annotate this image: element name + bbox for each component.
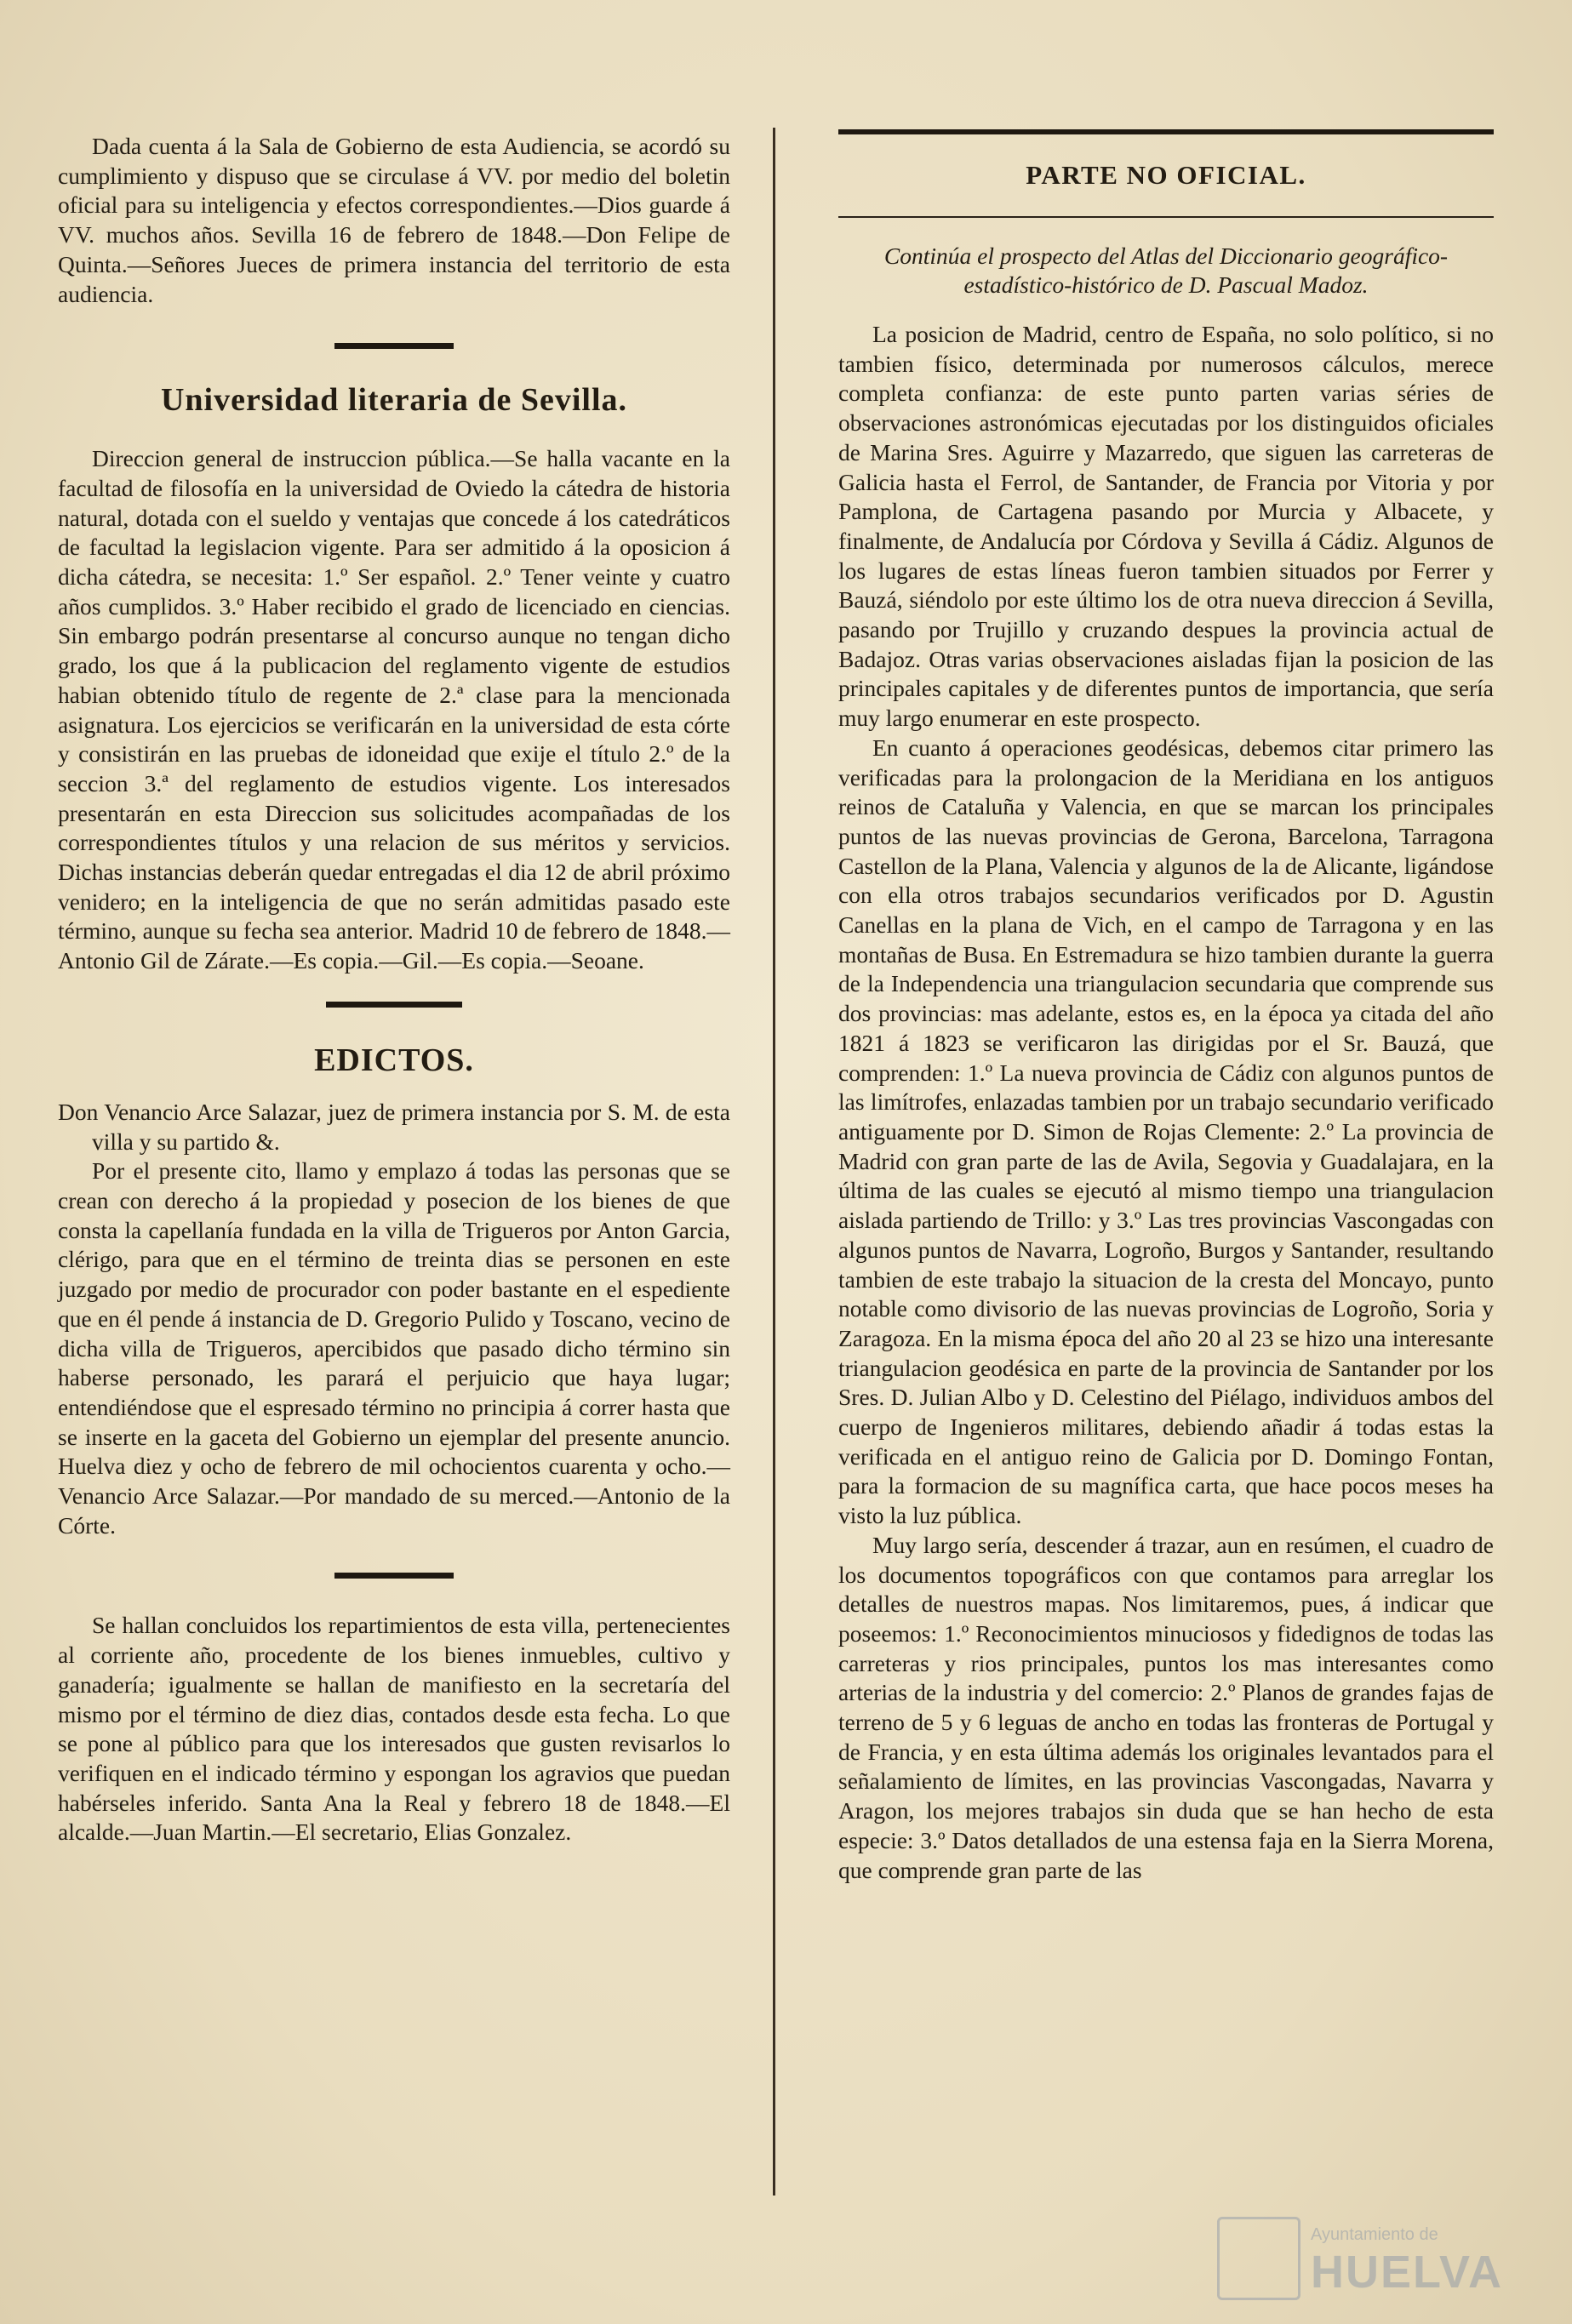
separator-rule — [334, 343, 454, 349]
right-column — [838, 0, 1494, 1885]
watermark-line1: Ayuntamiento de — [1311, 2225, 1438, 2244]
watermark-line2: HUELVA — [1311, 2247, 1503, 2298]
shield-icon — [1217, 2217, 1300, 2300]
edicto-heading-paragraph: Don Venancio Arce Salazar, juez de primera instancia por S. M. de esta villa y su partido &. — [58, 1098, 730, 1155]
universidad-heading: Universidad literaria de Sevilla. — [160, 382, 628, 419]
universidad-paragraph: Direccion general de instruccion pública.—Se halla vacante en la facultad de filosofía en la universidad de Oviedo la cátedra de historia natural, dotada con el sueldo y ventajas que concede á los catedráticos de facultad la legislacion vigente. Para ser admitido á la oposicion á dicha cátedra, se necesita: 1.º Ser español. 2.º Tener veinte y cuatro años cumplidos. 3.º Haber recibido el grado de licenciado en ciencias. Sin embargo podrán presentarse al concurso aunque no tengan dicho grado, los que á la publicacion del reglamento vigente de estudios habian obtenido título de regente de 2.ª clase para la mencionada asignatura. Los ejercicios se verificarán en la universidad de esta córte y consistirán en las pruebas de idoneidad que exije el título 2.º de la seccion 3.ª del reglamento de estudios vigente. Los interesados presentarán en esta Direccion sus solicitudes acompañadas de los correspondientes títulos y una relacion de sus méritos y servicios. Dichas instancias deberán quedar entregadas el dia 12 de abril próximo venidero; en la inteligencia de que no serán admitidas pasado este término, aunque su fecha sea anterior. Madrid 10 de febrero de 1848.—Antonio Gil de Zárate.—Es copia.—Gil.—Es copia.—Seoane. — [58, 445, 730, 974]
huelva-watermark — [1217, 2217, 1506, 2302]
column-divider — [773, 128, 775, 2196]
separator-rule — [334, 1573, 454, 1579]
topograficos-paragraph: Muy largo sería, descender á trazar, aun en resúmen, el cuadro de los documentos topográficos con que contamos para arreglar los detalles de nuestros mapas. Nos limitaremos, pues, á indicar que poseemos: 1.º Reconocimientos minuciosos y fidedignos de todas las carreteras y rios principales, puntos los mas interesantes como arterias de la industria y del comercio: 2.º Planos de grandes fajas de terreno de 5 y 6 leguas de ancho en todas las fronteras de Portugal y de Francia, y en esta última además los originales levantados para el señalamiento de límites, en las provincias Vascongadas, Navarra y Aragon, los mejores trabajos sin duda que se han hecho de esta especie: 3.º Datos detallados de una estensa faja en la Sierra Morena, que comprende gran parte de las — [838, 1531, 1494, 1883]
edictos-heading: EDICTOS. — [314, 1042, 474, 1078]
geodesicas-paragraph: En cuanto á operaciones geodésicas, debemos citar primero las verificadas para la prolongacion de la Meridiana en los antiguos reinos de Cataluña y Valencia, en que se marcan los principales puntos de las nuevas provincias de Gerona, Barcelona, Tarragona Castellon de la Plana, Valencia y algunos de la de Alicante, ligándose con ella otros trabajos secundarios verificados por D. Agustin Canellas en la plana de Vich, en el campo de Tarragona y en las montañas de Busa. En Estremadura se hizo tambien durante la guerra de la Independencia una triangulacion secundaria que comprende sus dos provincias: mas adelante, estos es, en la época ya citada del año 1821 á 1823 se verificaron las dirigidas por el Sr. Bauzá, que comprenden: 1.º La nueva provincia de Cádiz con algunos puntos de las limítrofes, enlazadas tambien por un trabajo secundario verificado antiguamente por D. Simon de Rojas Clemente: 2.º La provincia de Madrid con gran parte de las de Avila, Segovia y Guadalajara, en la última de las cuales se ejecutó al mismo tiempo una triangulacion aislada partiendo de Trillo: y 3.º Las tres provincias Vascongadas con algunos puntos de Navarra, Logroño, Burgos y Santander, resultando tambien de este trabajo la situacion de la cresta del Moncayo, punto notable como divisorio de las nuevas provincias de Logroño, Soria y Zaragoza. En la misma época del año 20 al 23 se hizo una interesante triangulacion geodésica en parte de la provincia de Santander por los Sres. D. Julian Albo y D. Celestino del Piélago, individuos ambos del cuerpo de Ingenieros militares, debiendo añadir á todas estas la verificada en el antiguo reino de Galicia por D. Domingo Fontan, para la formacion de su magnífica carta, que hace pocos meses ha visto la luz pública. — [838, 734, 1494, 1529]
repartimientos-paragraph: Se hallan concluidos los repartimientos de esta villa, pertenecientes al corriente año, procedente de los bienes inmuebles, cultivo y ganadería; igualmente se hallan de manifiesto en la secretaría del mismo por el término de diez dias, contados desde esta fecha. Lo que se pone al público para que los interesados que gusten revisarlos lo verifiquen en el indicado término y espongan los agravios que puedan habérseles inferido. Santa Ana la Real y febrero 18 de 1848.—El alcalde.—Juan Martin.—El secretario, Elias Gonzalez. — [58, 1612, 730, 1846]
atlas-subtitle: Continúa el prospecto del Atlas del Diccionario geográfico-estadístico-histórico de D. Pascual Madoz. — [883, 243, 1449, 298]
separator-rule — [326, 1002, 462, 1008]
edicto-body-paragraph: Por el presente cito, llamo y emplazo á todas las personas que se crean con derecho á la propiedad y posecion de los bienes de que consta la capellanía fundada en la villa de Trigueros por Anton Garcia, clérigo, para que en el término de treinta dias se personen en este juzgado por medio de procurador con poder bastante en el espediente que en él pende á instancia de D. Gregorio Pulido y Toscano, vecino de dicha villa de Trigueros, apercibidos que pasado dicho término sin haberse personado, les parará el perjuicio que haya lugar; entendiéndose que el espresado término no principia á correr hasta que se inserte en la gaceta del Gobierno un ejemplar del presente anuncio. Huelva diez y ocho de febrero de mil ochocientos cuarenta y ocho.—Venancio Arce Salazar.—Por mandado de su merced.—Antonio de la Córte. — [58, 1157, 730, 1539]
parte-no-oficial-heading: PARTE NO OFICIAL. — [1026, 160, 1306, 190]
madrid-paragraph: La posicion de Madrid, centro de España, no solo político, si no tambien físico, determinada por numerosos cálculos, merece completa confianza: de este punto parten varias séries de observaciones astronómicas ejecutadas por los distinguidos oficiales de Marina Sres. Aguirre y Mazarredo, que siguen las carreteras de Galicia hasta el Ferrol, de Santander, de Francia por Vitoria y por Pamplona, de Cartagena pasando por Murcia y Albacete, y finalmente, de Andalucía por Córdova y Sevilla á Cádiz. Algunos de los lugares de estas líneas fueron tambien situados por Ferrer y Bauzá, siéndolo por este último los de otra nueva direccion á Sevilla, pasando por Trujillo y cruzando despues la provincia actual de Badajoz. Otras varias observaciones aisladas fijan la posicion de las principales capitales y de diferentes puntos de importancia, que sería muy largo enumerar en este prospecto. — [838, 321, 1494, 732]
audiencia-paragraph: Dada cuenta á la Sala de Gobierno de esta Audiencia, se acordó su cumplimiento y dispuso que se circulase á VV. por medio del boletin oficial para su inteligencia y efectos correspondientes.—Dios guarde á VV. muchos años. Sevilla 16 de febrero de 1848.—Don Felipe de Quinta.—Señores Jueces de primera instancia del territorio de esta audiencia. — [58, 133, 730, 307]
left-column — [58, 0, 730, 1847]
